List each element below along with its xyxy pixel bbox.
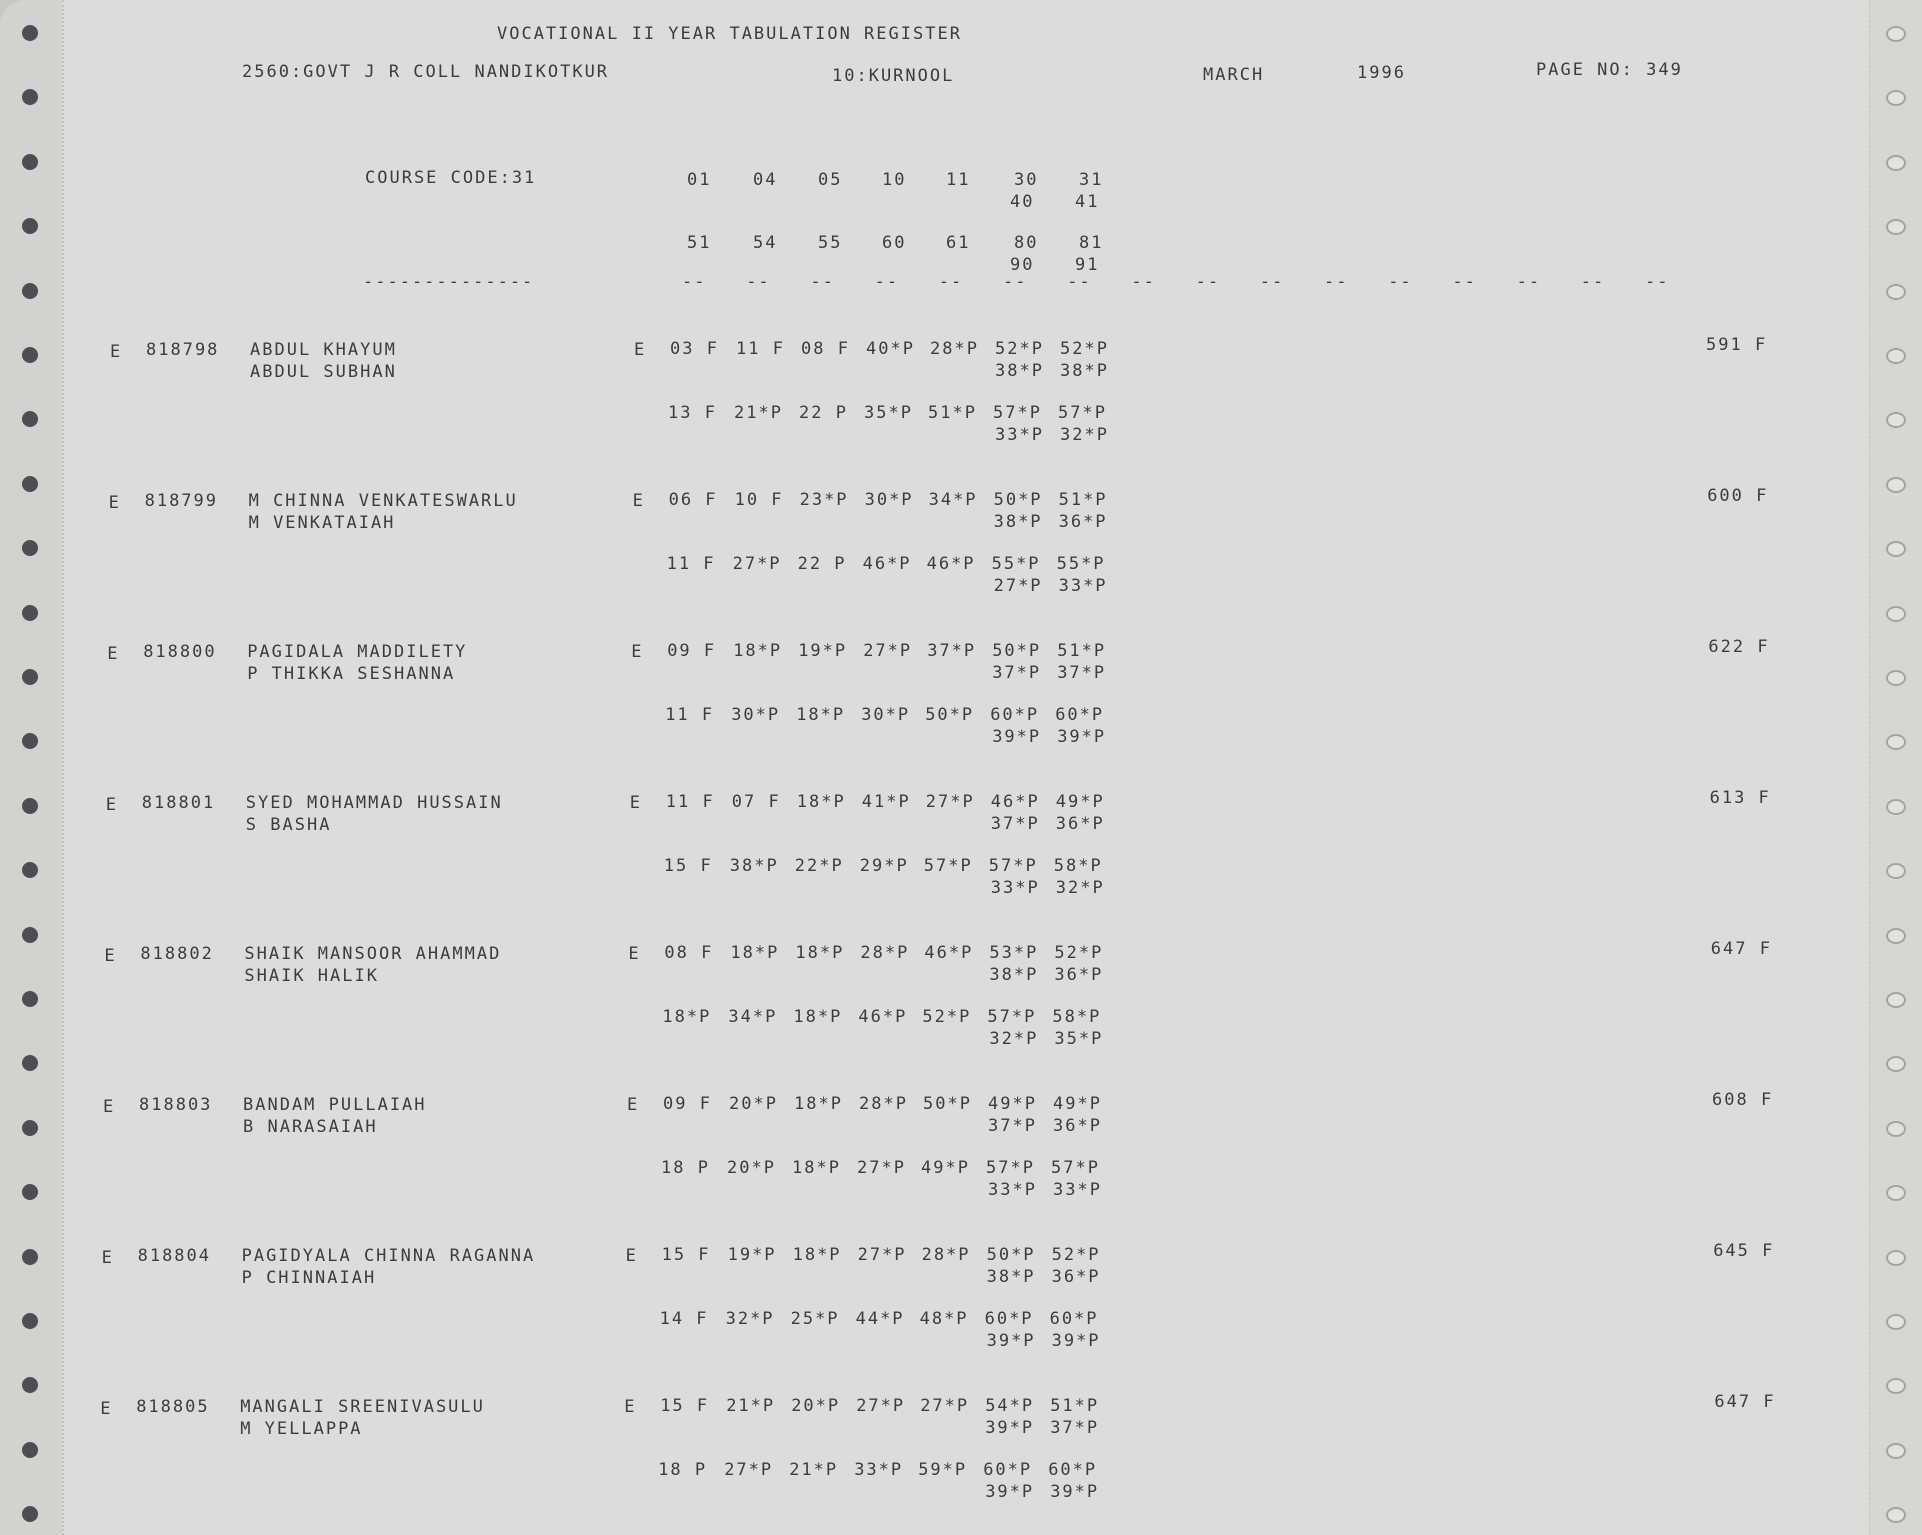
parent-name: B NARASAIAH xyxy=(243,1117,378,1137)
mark-cell: 18*P xyxy=(730,943,780,963)
subject-code: 11 xyxy=(946,170,971,190)
mark-cell: 49*P xyxy=(1053,1094,1102,1114)
course-code: COURSE CODE:31 xyxy=(365,168,537,188)
mark-cell: 29*P xyxy=(859,856,909,876)
mark-cell: 35*P xyxy=(1054,1029,1104,1049)
total-result: 647 F xyxy=(1710,939,1772,959)
mark-cell: 51*P xyxy=(1058,490,1108,510)
mark-cell: 11 F xyxy=(736,339,785,359)
mark-cell: 33*P xyxy=(990,878,1040,898)
exam-flag: E xyxy=(624,1397,637,1417)
medium-code: E xyxy=(105,795,119,815)
course-underline: -------------- xyxy=(363,272,535,292)
mark-cell: 57*P xyxy=(986,1158,1035,1178)
mark-cell: 60*P xyxy=(1048,1460,1098,1480)
mark-cell: 09 F xyxy=(667,641,717,661)
mark-cell: 03 F xyxy=(670,339,719,359)
parent-name: P CHINNAIAH xyxy=(241,1268,377,1288)
mark-cell: 38*P xyxy=(729,856,779,876)
mark-cell: 34*P xyxy=(728,1007,778,1027)
mark-cell: 21*P xyxy=(734,403,783,423)
subject-code: 91 xyxy=(1075,255,1100,275)
mark-cell: 37*P xyxy=(990,814,1040,834)
dash-separator: -- xyxy=(1067,272,1092,292)
mark-cell: 41*P xyxy=(861,792,911,812)
exam-flag: E xyxy=(629,793,643,813)
total-result: 645 F xyxy=(1713,1241,1775,1261)
mark-cell: 20*P xyxy=(729,1094,778,1114)
mark-cell: 57*P xyxy=(987,1007,1037,1027)
mark-cell: 57*P xyxy=(923,856,973,876)
mark-cell: 55*P xyxy=(991,554,1041,574)
roll-number: 818805 xyxy=(136,1397,210,1417)
subject-code: 05 xyxy=(818,170,843,190)
mark-cell: 27*P xyxy=(857,1245,907,1265)
student-name: SHAIK MANSOOR AHAMMAD xyxy=(244,944,502,964)
page-number: PAGE NO: 349 xyxy=(1536,60,1683,80)
perforation-line xyxy=(62,0,64,1535)
sprocket-hole xyxy=(22,1313,38,1329)
mark-cell: 39*P xyxy=(992,727,1042,747)
mark-cell: 23*P xyxy=(799,490,849,510)
mark-cell: 15 F xyxy=(660,1396,710,1416)
roll-number: 818801 xyxy=(141,793,216,813)
mark-cell: 30*P xyxy=(861,705,911,725)
sprocket-hole xyxy=(1886,348,1906,364)
mark-cell: 11 F xyxy=(666,554,716,574)
sprocket-hole xyxy=(22,154,38,170)
mark-cell: 49*P xyxy=(988,1094,1037,1114)
medium-code: E xyxy=(100,1399,113,1419)
mark-cell: 27*P xyxy=(857,1158,906,1178)
sprocket-hole xyxy=(22,476,38,492)
sprocket-hole xyxy=(22,1442,38,1458)
mark-cell: 55*P xyxy=(1056,554,1106,574)
mark-cell: 59*P xyxy=(918,1460,968,1480)
mark-cell: 18*P xyxy=(733,641,783,661)
sprocket-hole xyxy=(1886,1250,1906,1266)
mark-cell: 37*P xyxy=(988,1116,1037,1136)
total-result: 647 F xyxy=(1714,1392,1776,1412)
mark-cell: 25*P xyxy=(790,1309,840,1329)
sprocket-hole xyxy=(22,1120,38,1136)
mark-cell: 39*P xyxy=(1057,727,1107,747)
mark-cell: 51*P xyxy=(928,403,977,423)
mark-cell: 22 P xyxy=(799,403,848,423)
dash-separator: -- xyxy=(1388,272,1413,292)
mark-cell: 60*P xyxy=(1049,1309,1099,1329)
mark-cell: 37*P xyxy=(1057,663,1107,683)
mark-cell: 27*P xyxy=(732,554,782,574)
exam-month: MARCH xyxy=(1203,65,1265,85)
mark-cell: 38*P xyxy=(995,361,1044,381)
mark-cell: 27*P xyxy=(856,1396,906,1416)
mark-cell: 37*P xyxy=(992,663,1042,683)
mark-cell: 18 P xyxy=(661,1158,710,1178)
mark-cell: 20*P xyxy=(791,1396,841,1416)
exam-flag: E xyxy=(625,1246,638,1266)
sprocket-hole xyxy=(1886,992,1906,1008)
mark-cell: 27*P xyxy=(925,792,975,812)
sprocket-hole xyxy=(1886,477,1906,493)
exam-flag: E xyxy=(627,1095,640,1115)
parent-name: S BASHA xyxy=(245,815,332,835)
mark-cell: 15 F xyxy=(663,856,713,876)
mark-cell: 60*P xyxy=(984,1309,1034,1329)
mark-cell: 06 F xyxy=(668,490,718,510)
mark-cell: 22*P xyxy=(794,856,844,876)
medium-code: E xyxy=(107,644,120,664)
mark-cell: 44*P xyxy=(855,1309,905,1329)
sprocket-hole xyxy=(1886,670,1906,686)
mark-cell: 20*P xyxy=(727,1158,776,1178)
sprocket-hole xyxy=(1886,284,1906,300)
mark-cell: 39*P xyxy=(986,1331,1036,1351)
parent-name: M YELLAPPA xyxy=(240,1419,363,1439)
mark-cell: 51*P xyxy=(1057,641,1107,661)
mark-cell: 32*P xyxy=(989,1029,1039,1049)
mark-cell: 07 F xyxy=(731,792,781,812)
mark-cell: 50*P xyxy=(986,1245,1036,1265)
total-result: 608 F xyxy=(1712,1090,1774,1110)
mark-cell: 37*P xyxy=(1050,1418,1100,1438)
subject-code: 41 xyxy=(1075,192,1100,212)
dash-separator: -- xyxy=(1259,272,1285,292)
mark-cell: 58*P xyxy=(1053,856,1103,876)
mark-cell: 21*P xyxy=(726,1396,776,1416)
parent-name: SHAIK HALIK xyxy=(244,966,379,986)
exam-flag: E xyxy=(634,340,647,360)
mark-cell: 32*P xyxy=(725,1309,775,1329)
mark-cell: 60*P xyxy=(1055,705,1105,725)
mark-cell: 33*P xyxy=(995,425,1044,445)
sprocket-hole xyxy=(22,669,38,685)
mark-cell: 34*P xyxy=(928,490,978,510)
mark-cell: 18*P xyxy=(792,1245,842,1265)
student-name: PAGIDALA MADDILETY xyxy=(247,642,468,662)
subject-code: 81 xyxy=(1079,233,1104,253)
mark-cell: 60*P xyxy=(983,1460,1033,1480)
mark-cell: 28*P xyxy=(930,339,979,359)
sprocket-hole xyxy=(1886,928,1906,944)
mark-cell: 48*P xyxy=(919,1309,969,1329)
mark-cell: 52*P xyxy=(1060,339,1109,359)
mark-cell: 46*P xyxy=(862,554,912,574)
sprocket-hole xyxy=(1886,606,1906,622)
mark-cell: 36*P xyxy=(1054,965,1104,985)
medium-code: E xyxy=(103,1097,116,1117)
dash-separator: -- xyxy=(938,272,964,292)
mark-cell: 49*P xyxy=(1055,792,1105,812)
mark-cell: 30*P xyxy=(731,705,781,725)
mark-cell: 33*P xyxy=(988,1180,1037,1200)
mark-cell: 58*P xyxy=(1052,1007,1102,1027)
mark-cell: 18*P xyxy=(795,943,845,963)
mark-cell: 22 P xyxy=(797,554,847,574)
mark-cell: 27*P xyxy=(863,641,913,661)
sprocket-hole xyxy=(22,25,38,41)
student-name: ABDUL KHAYUM xyxy=(250,340,397,360)
mark-cell: 60*P xyxy=(990,705,1040,725)
mark-cell: 57*P xyxy=(993,403,1042,423)
mark-cell: 54*P xyxy=(985,1396,1035,1416)
dash-separator: -- xyxy=(1580,272,1606,292)
total-result: 613 F xyxy=(1709,788,1771,808)
mark-cell: 18*P xyxy=(796,792,846,812)
mark-cell: 46*P xyxy=(858,1007,908,1027)
subject-code: 54 xyxy=(753,233,778,253)
sprocket-hole xyxy=(1886,1314,1906,1330)
mark-cell: 51*P xyxy=(1050,1396,1100,1416)
mark-cell: 21*P xyxy=(789,1460,839,1480)
dash-separator: -- xyxy=(1324,272,1349,292)
mark-cell: 09 F xyxy=(663,1094,712,1114)
exam-flag: E xyxy=(628,944,641,964)
medium-code: E xyxy=(108,493,121,513)
mark-cell: 38*P xyxy=(989,965,1039,985)
mark-cell: 39*P xyxy=(985,1482,1035,1502)
exam-year: 1996 xyxy=(1357,63,1406,83)
sprocket-hole xyxy=(22,927,38,943)
sprocket-hole xyxy=(22,605,38,621)
sprocket-hole xyxy=(1886,26,1906,42)
mark-cell: 19*P xyxy=(727,1245,777,1265)
mark-cell: 10 F xyxy=(734,490,784,510)
mark-cell: 46*P xyxy=(924,943,974,963)
roll-number: 818800 xyxy=(143,642,217,662)
mark-cell: 27*P xyxy=(920,1396,970,1416)
roll-number: 818799 xyxy=(144,491,219,511)
mark-cell: 36*P xyxy=(1055,814,1105,834)
mark-cell: 36*P xyxy=(1058,512,1108,532)
mark-cell: 40*P xyxy=(866,339,915,359)
mark-cell: 46*P xyxy=(990,792,1040,812)
mark-cell: 53*P xyxy=(989,943,1039,963)
mark-cell: 37*P xyxy=(927,641,977,661)
mark-cell: 52*P xyxy=(995,339,1044,359)
mark-cell: 46*P xyxy=(926,554,976,574)
total-result: 591 F xyxy=(1706,335,1768,355)
mark-cell: 30*P xyxy=(864,490,914,510)
mark-cell: 38*P xyxy=(986,1267,1036,1287)
mark-cell: 18 P xyxy=(658,1460,708,1480)
medium-code: E xyxy=(104,946,117,966)
sprocket-hole xyxy=(1886,155,1906,171)
mark-cell: 28*P xyxy=(860,943,910,963)
mark-cell: 18*P xyxy=(662,1007,712,1027)
mark-cell: 08 F xyxy=(664,943,714,963)
mark-cell: 52*P xyxy=(1051,1245,1101,1265)
roll-number: 818803 xyxy=(139,1095,213,1115)
dash-separator: -- xyxy=(810,272,835,292)
parent-name: ABDUL SUBHAN xyxy=(250,362,397,382)
mark-cell: 36*P xyxy=(1051,1267,1101,1287)
student-name: BANDAM PULLAIAH xyxy=(243,1095,427,1115)
mark-cell: 18*P xyxy=(796,705,846,725)
subject-code: 01 xyxy=(687,170,712,190)
subject-code: 90 xyxy=(1010,255,1035,275)
mark-cell: 27*P xyxy=(724,1460,774,1480)
subject-code: 04 xyxy=(753,170,778,190)
mark-cell: 52*P xyxy=(922,1007,972,1027)
subject-code: 10 xyxy=(882,170,907,190)
mark-cell: 50*P xyxy=(993,490,1043,510)
sprocket-hole xyxy=(1886,799,1906,815)
subject-code: 55 xyxy=(818,233,843,253)
mark-cell: 27*P xyxy=(993,576,1043,596)
sprocket-hole xyxy=(1886,1121,1906,1137)
student-name: M CHINNA VENKATESWARLU xyxy=(248,491,518,511)
mark-cell: 50*P xyxy=(925,705,975,725)
mark-cell: 33*P xyxy=(854,1460,904,1480)
mark-cell: 49*P xyxy=(921,1158,970,1178)
mark-cell: 32*P xyxy=(1055,878,1105,898)
mark-cell: 18*P xyxy=(792,1158,841,1178)
total-result: 600 F xyxy=(1707,486,1769,506)
mark-cell: 18*P xyxy=(793,1007,843,1027)
parent-name: M VENKATAIAH xyxy=(248,513,396,533)
mark-cell: 33*P xyxy=(1053,1180,1102,1200)
subject-code: 31 xyxy=(1079,170,1104,190)
mark-cell: 39*P xyxy=(1051,1331,1101,1351)
medium-code: E xyxy=(101,1248,114,1268)
dash-separator: -- xyxy=(1645,272,1670,292)
dash-separator: -- xyxy=(1131,272,1156,292)
mark-cell: 57*P xyxy=(988,856,1038,876)
mark-cell: 36*P xyxy=(1053,1116,1102,1136)
mark-cell: 14 F xyxy=(659,1309,709,1329)
student-name: MANGALI SREENIVASULU xyxy=(240,1397,485,1417)
mark-cell: 52*P xyxy=(1054,943,1104,963)
subject-code: 51 xyxy=(687,233,712,253)
mark-cell: 35*P xyxy=(864,403,913,423)
mark-cell: 39*P xyxy=(985,1418,1035,1438)
total-result: 622 F xyxy=(1708,637,1770,657)
subject-code: 80 xyxy=(1014,233,1039,253)
subject-code: 40 xyxy=(1010,192,1035,212)
student-name: SYED MOHAMMAD HUSSAIN xyxy=(245,793,503,813)
roll-number: 818804 xyxy=(137,1246,212,1266)
dash-separator: -- xyxy=(746,272,771,292)
dash-separator: -- xyxy=(1452,272,1477,292)
register-title: VOCATIONAL II YEAR TABULATION REGISTER xyxy=(497,24,962,44)
mark-cell: 11 F xyxy=(665,792,715,812)
dash-separator: -- xyxy=(682,272,707,292)
district-name: 10:KURNOOL xyxy=(832,66,955,86)
roll-number: 818798 xyxy=(146,340,220,360)
sprocket-hole xyxy=(22,798,38,814)
mark-cell: 57*P xyxy=(1058,403,1107,423)
mark-cell: 38*P xyxy=(993,512,1043,532)
dash-separator: -- xyxy=(1195,272,1221,292)
student-name: PAGIDYALA CHINNA RAGANNA xyxy=(241,1246,536,1266)
exam-flag: E xyxy=(632,491,645,511)
medium-code: E xyxy=(110,342,123,362)
sprocket-hole xyxy=(22,1249,38,1265)
subject-code: 60 xyxy=(882,233,907,253)
mark-cell: 50*P xyxy=(923,1094,972,1114)
exam-flag: E xyxy=(631,642,644,662)
mark-cell: 11 F xyxy=(665,705,715,725)
roll-number: 818802 xyxy=(140,944,214,964)
sprocket-hole xyxy=(22,283,38,299)
sprocket-hole xyxy=(22,991,38,1007)
mark-cell: 15 F xyxy=(661,1245,711,1265)
college-name: 2560:GOVT J R COLL NANDIKOTKUR xyxy=(242,62,610,82)
mark-cell: 18*P xyxy=(794,1094,843,1114)
mark-cell: 08 F xyxy=(801,339,850,359)
parent-name: P THIKKA SESHANNA xyxy=(247,664,456,684)
mark-cell: 32*P xyxy=(1060,425,1109,445)
mark-cell: 13 F xyxy=(668,403,717,423)
mark-cell: 33*P xyxy=(1058,576,1108,596)
subject-code: 30 xyxy=(1014,170,1039,190)
sprocket-hole xyxy=(1886,1443,1906,1459)
mark-cell: 57*P xyxy=(1051,1158,1100,1178)
mark-cell: 28*P xyxy=(859,1094,908,1114)
mark-cell: 50*P xyxy=(992,641,1042,661)
dash-separator: -- xyxy=(874,272,900,292)
mark-cell: 38*P xyxy=(1060,361,1109,381)
mark-cell: 28*P xyxy=(921,1245,971,1265)
mark-cell: 39*P xyxy=(1050,1482,1100,1502)
mark-cell: 19*P xyxy=(798,641,848,661)
sprocket-hole xyxy=(22,347,38,363)
dash-separator: -- xyxy=(1003,272,1028,292)
subject-code: 61 xyxy=(946,233,971,253)
dash-separator: -- xyxy=(1516,272,1542,292)
